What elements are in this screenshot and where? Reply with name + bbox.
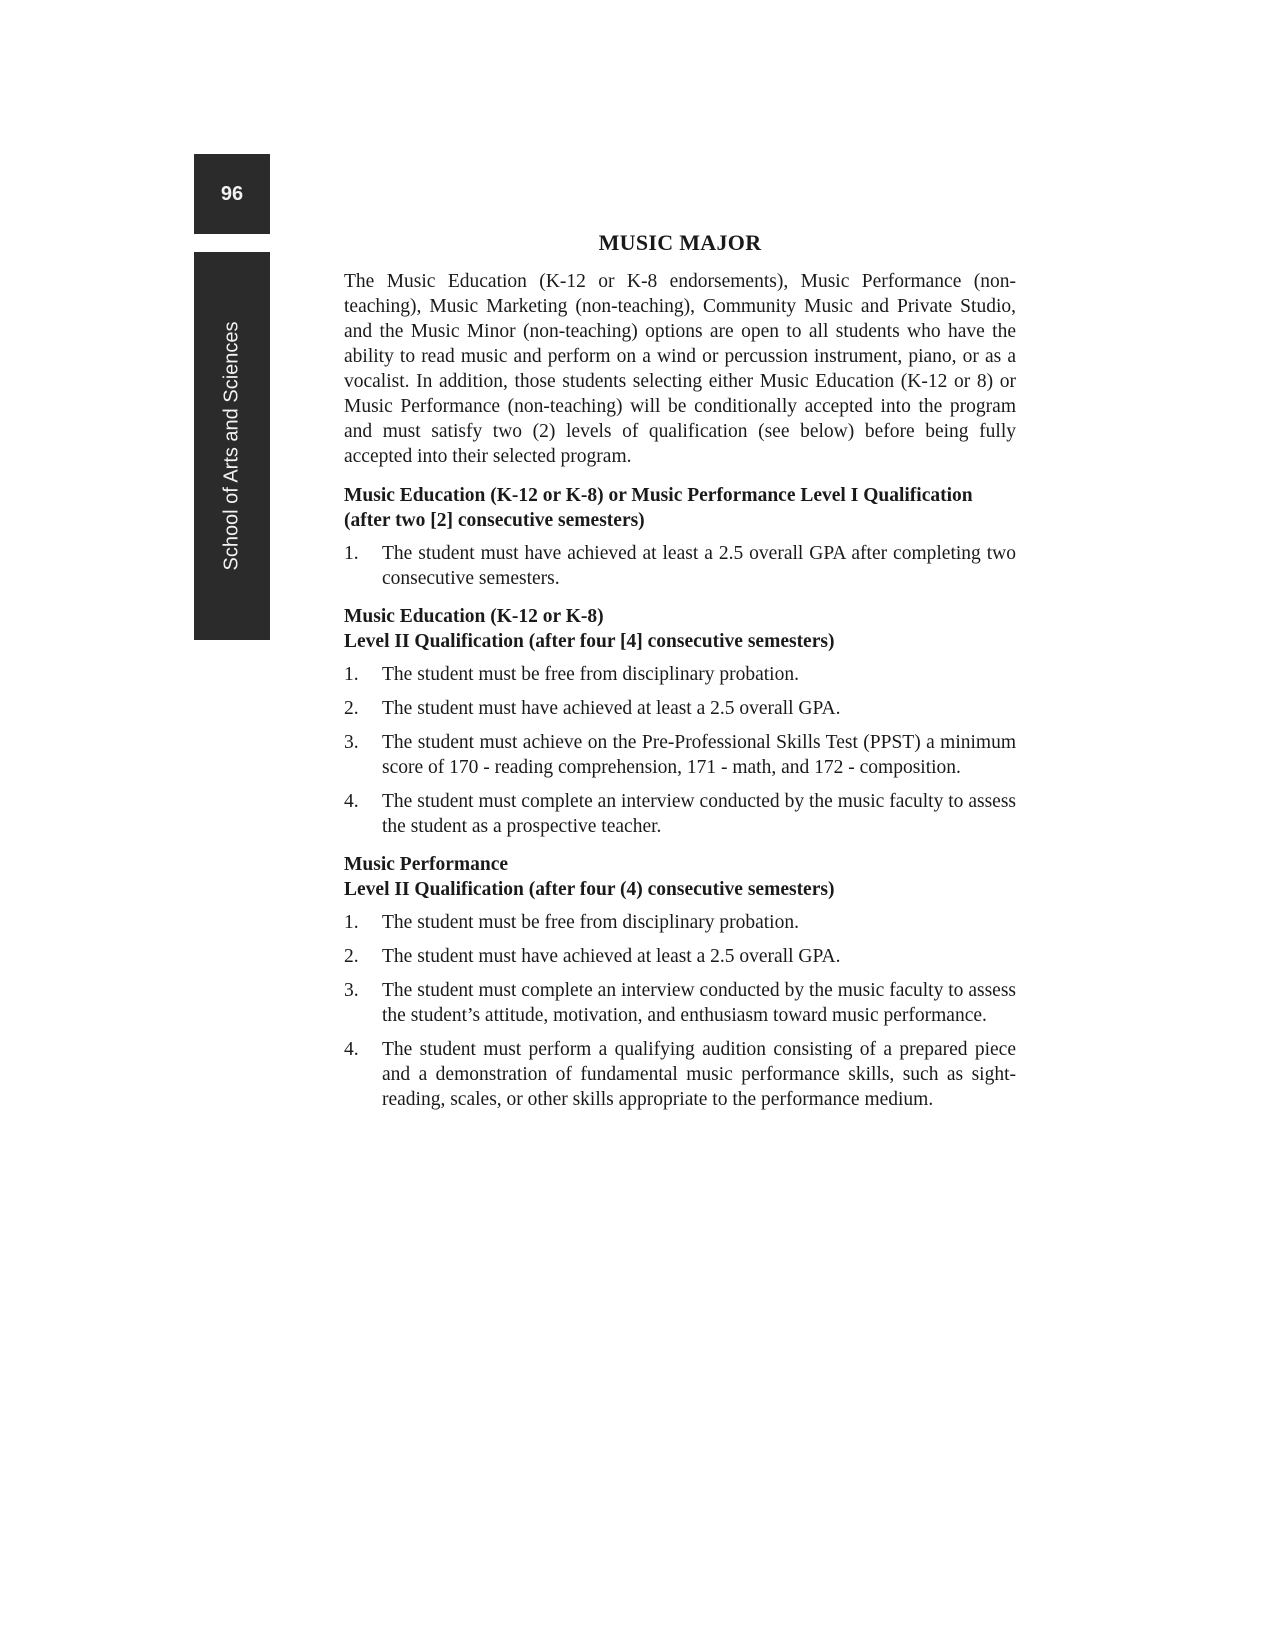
item-text: The student must be free from disciplinary probation. (382, 664, 799, 685)
section-heading (344, 852, 1016, 902)
item-number: 1. (344, 912, 359, 933)
section-heading (344, 483, 1016, 533)
requirements-list (344, 541, 1016, 591)
item-number: 3. (344, 980, 359, 1001)
list-item (344, 730, 1016, 780)
item-text: The student must be free from disciplinary probation. (382, 912, 799, 933)
list-item (344, 789, 1016, 839)
intro-paragraph: The Music Education (K-12 or K-8 endorsements), Music Performance (non-teaching), Music Marketing (non-teaching), Community Music and Private Studio, and the Music Minor (non-teaching) options are open to all students who have the ability to read music and perform on a wind or percussion instrument, piano, or as a vocalist. In addition, those students selecting either Music Education (K-12 or 8) or Music Performance (non-teaching) will be conditionally accepted into the program and must satisfy two (2) levels of qualification (see below) before being fully accepted into their selected program. (344, 271, 1016, 467)
list-item (344, 910, 1016, 935)
item-number: 3. (344, 732, 359, 753)
list-item (344, 1037, 1016, 1112)
item-number: 4. (344, 1039, 359, 1060)
item-number: 1. (344, 664, 359, 685)
item-text: The student must complete an interview conducted by the music faculty to assess the student’s attitude, motivation, and enthusiasm toward music performance. (382, 980, 1016, 1026)
item-text: The student must complete an interview conducted by the music faculty to assess the student as a prospective teacher. (382, 791, 1016, 837)
item-text: The student must have achieved at least a 2.5 overall GPA after completing two consecutive semesters. (382, 543, 1016, 589)
section-tab (194, 252, 270, 640)
item-text: The student must have achieved at least a 2.5 overall GPA. (382, 698, 841, 719)
item-number: 1. (344, 543, 359, 564)
item-number: 2. (344, 946, 359, 967)
section-heading-line: Music Education (K-12 or K-8) or Music Performance Level I Qualification (344, 485, 973, 506)
page-title: MUSIC MAJOR (598, 230, 762, 255)
page-number-tab (194, 154, 270, 234)
requirements-list (344, 662, 1016, 839)
section-heading-line: Level II Qualification (after four [4] consecutive semesters) (344, 631, 835, 652)
item-text: The student must perform a qualifying audition consisting of a prepared piece and a demonstration of fundamental music performance skills, such as sight-reading, scales, or other skills appropriate to the performance medium. (382, 1039, 1016, 1110)
list-item (344, 696, 1016, 721)
item-text: The student must achieve on the Pre-Professional Skills Test (PPST) a minimum score of 170 - reading comprehension, 171 - math, and 172 - composition. (382, 732, 1016, 778)
section-heading-line: Music Performance (344, 854, 509, 875)
list-item (344, 978, 1016, 1028)
item-number: 2. (344, 698, 359, 719)
list-item (344, 944, 1016, 969)
section-tab-label: School of Arts and Sciences (220, 321, 243, 571)
page-content (344, 230, 1016, 1125)
list-item (344, 541, 1016, 591)
requirements-list (344, 910, 1016, 1112)
section-heading-line: Level II Qualification (after four (4) consecutive semesters) (344, 879, 835, 900)
section-heading (344, 604, 1016, 654)
item-text: The student must have achieved at least a 2.5 overall GPA. (382, 946, 841, 967)
list-item (344, 662, 1016, 687)
item-number: 4. (344, 791, 359, 812)
section-heading-line: Music Education (K-12 or K-8) (344, 606, 604, 627)
page-number: 96 (220, 182, 244, 205)
section-heading-line: (after two [2] consecutive semesters) (344, 510, 645, 531)
